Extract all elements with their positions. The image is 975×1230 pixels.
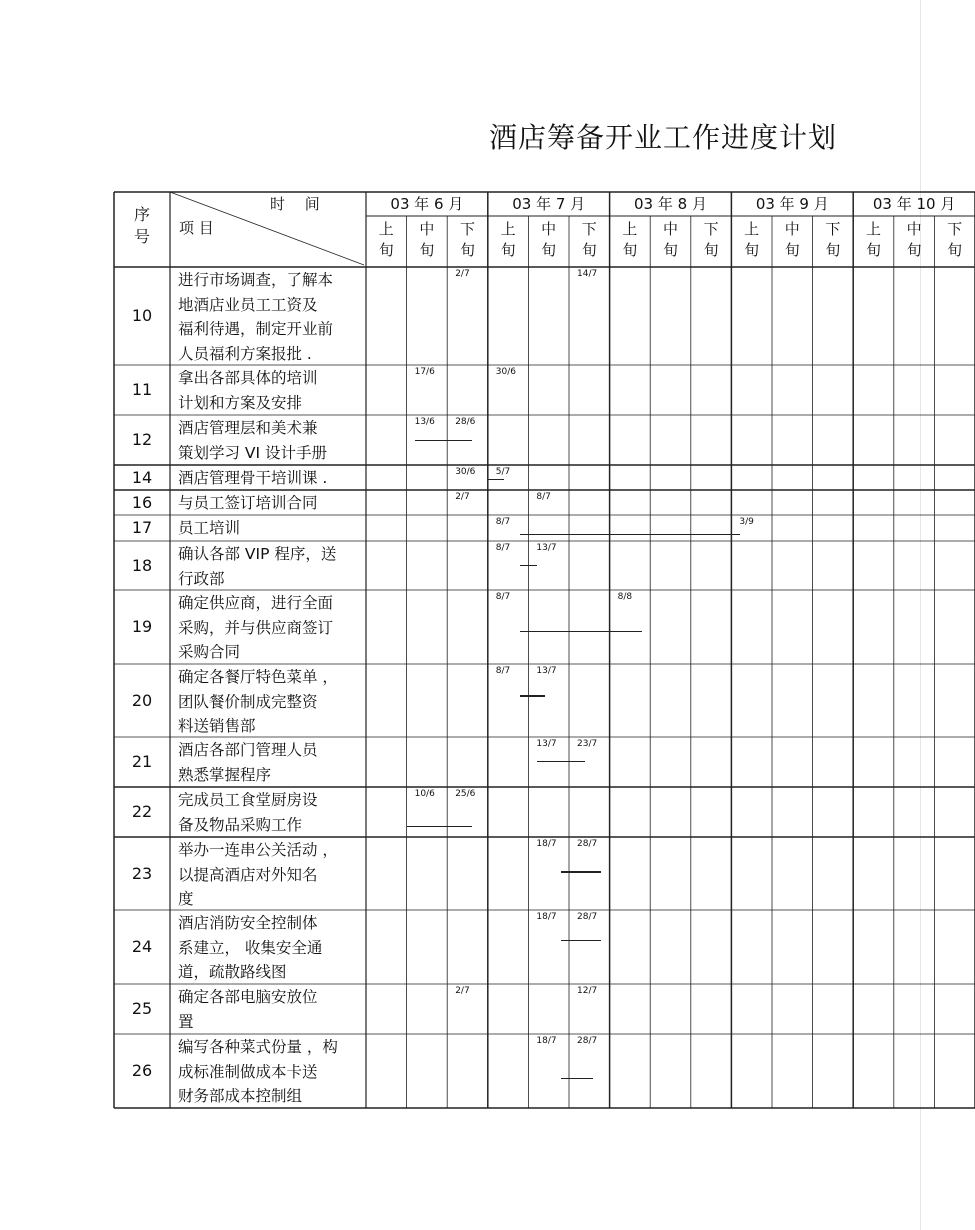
- milestone-date: 2/7: [455, 492, 470, 502]
- milestone-date: 8/7: [495, 517, 511, 527]
- task-line: 以提高酒店对外知名: [178, 865, 318, 884]
- milestone-date: 13/6: [414, 417, 435, 427]
- milestone-date: 8/7: [495, 592, 511, 602]
- milestone-date: 13/7: [536, 666, 557, 676]
- row-seq-number: 19: [131, 617, 153, 636]
- schedule-bar: [488, 479, 504, 480]
- task-line: 酒店各部门管理人员: [178, 741, 318, 759]
- milestone-date: 8/8: [617, 592, 633, 602]
- task-line: 编写各种菜式份量 ，构: [178, 1038, 338, 1056]
- xun-header-char: 中: [419, 220, 435, 238]
- task-line: 确定供应商，进行全面: [178, 594, 334, 612]
- row-seq-number: 12: [131, 430, 153, 449]
- xun-header-char: 旬: [500, 241, 516, 259]
- row-seq-number: 24: [131, 937, 153, 956]
- month-header: 03 年 10 月: [872, 195, 956, 213]
- xun-header: [366, 219, 407, 261]
- xun-header-char: 中: [784, 220, 800, 238]
- row-seq-number: 10: [131, 306, 153, 325]
- xun-header-char: 旬: [906, 241, 922, 259]
- milestone-date: 8/7: [536, 492, 551, 502]
- row-task-description: [178, 366, 318, 415]
- xun-header-char: 旬: [459, 241, 475, 259]
- row-task-description: [178, 466, 327, 491]
- xun-header-char: 中: [541, 220, 557, 238]
- xun-header-char: 上: [500, 220, 516, 238]
- xun-header-char: 旬: [744, 241, 760, 259]
- milestone-date: 18/7: [536, 1036, 557, 1046]
- xun-header: [813, 219, 854, 261]
- xun-header-char: 上: [378, 220, 394, 238]
- xun-header: [610, 219, 651, 261]
- xun-header: [691, 219, 732, 261]
- xun-header-char: 旬: [622, 241, 638, 259]
- month-header: 03 年 6 月: [390, 195, 464, 213]
- milestone-date: 18/7: [536, 912, 557, 922]
- milestone-date: 8/7: [495, 666, 511, 676]
- schedule-bar: [415, 440, 472, 441]
- xun-header-char: 旬: [581, 241, 597, 259]
- xun-header-char: 上: [744, 220, 760, 238]
- task-line: 酒店管理骨干培训课 .: [178, 469, 328, 487]
- row-seq-number: 23: [131, 863, 153, 883]
- row-task-description: [178, 491, 318, 516]
- row-task-description: [178, 838, 338, 912]
- row-seq-number: 11: [131, 380, 153, 399]
- milestone-date: 30/6: [455, 467, 476, 477]
- row-task-description: [178, 985, 318, 1034]
- milestone-date: 13/7: [536, 739, 557, 749]
- row-task-description: [178, 268, 333, 366]
- task-line: 料送销售部: [178, 717, 256, 736]
- task-line: 酒店消防安全控制体: [178, 914, 318, 932]
- xun-header: [569, 219, 610, 261]
- milestone-date: 30/6: [495, 367, 517, 377]
- row-seq-number: 22: [131, 802, 153, 821]
- xun-header: [650, 219, 691, 261]
- xun-header-char: 中: [662, 220, 678, 238]
- milestone-date: 28/7: [577, 1036, 598, 1046]
- schedule-bar: [561, 871, 602, 873]
- task-line: 确认各部 VIP 程序，送: [178, 545, 337, 563]
- xun-header-char: 旬: [541, 241, 557, 259]
- xun-header-char: 旬: [865, 241, 881, 259]
- task-line: 度: [178, 890, 194, 909]
- task-line: 财务部成本控制组: [178, 1087, 303, 1106]
- task-line: 备及物品采购工作: [178, 815, 303, 834]
- milestone-date: 10/6: [414, 789, 435, 799]
- row-seq-number: 18: [131, 555, 153, 575]
- milestone-date: 3/9: [739, 517, 754, 527]
- row-task-description: [178, 516, 240, 541]
- row-task-description: [178, 738, 318, 787]
- xun-header: [853, 219, 894, 261]
- month-header: 03 年 8 月: [634, 195, 707, 213]
- task-line: 员工培训: [178, 519, 241, 537]
- task-line: 置: [178, 1012, 194, 1031]
- xun-header-char: 上: [622, 220, 638, 238]
- row-seq-number: 26: [131, 1061, 153, 1080]
- row-task-description: [178, 788, 318, 837]
- milestone-date: 2/7: [455, 269, 470, 279]
- task-line: 完成员工食堂厨房设: [178, 791, 318, 809]
- task-line: 确定各部电脑安放位: [178, 988, 318, 1006]
- xun-header-char: 旬: [378, 241, 394, 259]
- milestone-date: 25/6: [455, 789, 476, 799]
- row-seq-number: 21: [131, 752, 153, 771]
- milestone-date: 28/6: [455, 417, 476, 427]
- month-header: 03 年 7 月: [512, 195, 586, 213]
- schedule-bar: [561, 940, 602, 941]
- xun-header-char: 上: [865, 220, 881, 238]
- row-seq-number: 16: [131, 492, 153, 512]
- schedule-bar: [520, 695, 544, 697]
- xun-header-char: 旬: [703, 241, 719, 259]
- row-task-description: [178, 911, 322, 985]
- milestone-date: 28/7: [577, 839, 598, 849]
- time-header-label: 时 间: [270, 195, 320, 213]
- milestone-date: 5/7: [495, 467, 511, 477]
- row-task-description: [178, 591, 333, 665]
- milestone-date: 8/7: [495, 543, 511, 553]
- xun-header: [934, 219, 975, 261]
- xun-header-char: 旬: [825, 241, 841, 259]
- xun-header-char: 中: [906, 220, 922, 238]
- xun-header-char: 下: [825, 220, 841, 238]
- xun-header: [528, 219, 569, 261]
- task-line: 团队餐价制成完整资: [178, 692, 318, 711]
- xun-header-char: 旬: [662, 241, 678, 259]
- xun-header: [772, 219, 813, 261]
- task-line: 举办一连串公关活动 ，: [178, 841, 338, 859]
- task-line: 行政部: [178, 569, 225, 588]
- task-line: 系建立， 收集安全通: [178, 938, 323, 957]
- schedule-bar: [537, 761, 586, 762]
- row-task-description: [178, 416, 327, 465]
- task-line: 成标准制做成本卡送: [178, 1062, 318, 1081]
- item-header-label: 项 目: [179, 219, 214, 237]
- schedule-bar: [407, 826, 472, 827]
- milestone-date: 14/7: [577, 269, 598, 279]
- schedule-bar: [561, 1078, 593, 1079]
- xun-header: [447, 219, 488, 261]
- xun-header: [488, 219, 529, 261]
- task-line: 拿出各部具体的培训: [178, 369, 318, 387]
- task-line: 福利待遇，制定开业前: [178, 320, 334, 339]
- row-task-description: [178, 1035, 338, 1109]
- page-title: 酒店筹备开业工作进度计划: [489, 121, 838, 154]
- task-line: 采购，并与供应商签订: [178, 618, 334, 637]
- milestone-date: 17/6: [414, 367, 435, 377]
- row-seq-number: 20: [131, 690, 153, 710]
- xun-header: [731, 219, 772, 261]
- seq-header-label: [114, 204, 170, 248]
- milestone-date: 23/7: [577, 739, 598, 749]
- xun-header-char: 下: [459, 220, 475, 238]
- xun-header-char: 旬: [419, 241, 435, 259]
- milestone-date: 2/7: [455, 986, 470, 996]
- xun-header-char: 旬: [947, 241, 963, 259]
- seq-header-char: 序: [133, 205, 150, 224]
- task-line: 酒店管理层和美术兼: [178, 419, 318, 437]
- task-line: 确定各餐厅特色菜单 ，: [178, 668, 338, 686]
- task-line: 策划学习 VI 设计手册: [178, 443, 328, 462]
- milestone-date: 18/7: [536, 839, 557, 849]
- row-seq-number: 14: [131, 467, 153, 487]
- task-line: 道，疏散路线图: [178, 963, 287, 982]
- row-task-description: [178, 542, 336, 591]
- schedule-bar: [520, 631, 642, 632]
- xun-header-char: 下: [581, 220, 597, 238]
- task-line: 与员工签订培训合同: [178, 494, 318, 512]
- xun-header: [894, 219, 935, 261]
- task-line: 人员福利方案报批 .: [178, 344, 312, 363]
- xun-header: [407, 219, 448, 261]
- task-line: 计划和方案及安排: [178, 393, 303, 412]
- xun-header-char: 旬: [784, 241, 800, 259]
- row-seq-number: 25: [131, 999, 153, 1018]
- xun-header-char: 下: [947, 220, 963, 238]
- row-seq-number: 17: [131, 518, 153, 537]
- milestone-date: 12/7: [577, 986, 598, 996]
- schedule-bar: [520, 565, 536, 566]
- row-task-description: [178, 665, 338, 739]
- task-line: 进行市场调查，了解本: [178, 271, 334, 289]
- seq-header-char: 号: [133, 227, 150, 246]
- task-line: 熟悉掌握程序: [178, 765, 272, 784]
- xun-header-char: 下: [703, 220, 719, 238]
- month-header: 03 年 9 月: [755, 195, 829, 213]
- milestone-date: 13/7: [536, 543, 557, 553]
- schedule-bar: [520, 534, 739, 535]
- milestone-date: 28/7: [577, 912, 598, 922]
- task-line: 采购合同: [178, 643, 241, 662]
- task-line: 地酒店业员工工资及: [178, 295, 318, 314]
